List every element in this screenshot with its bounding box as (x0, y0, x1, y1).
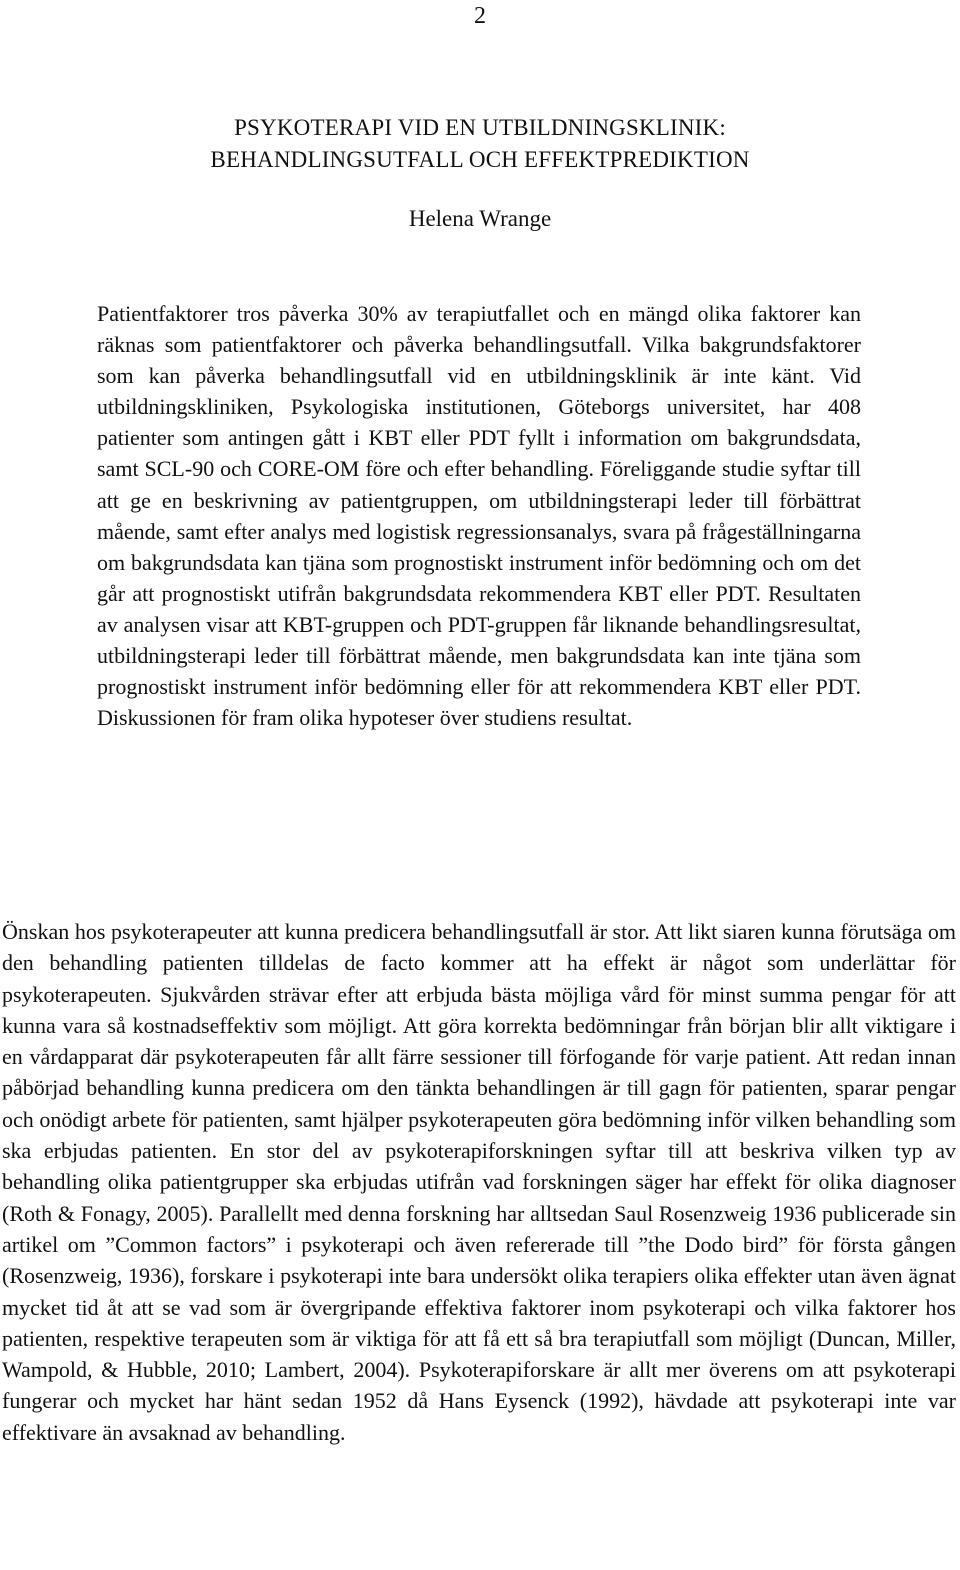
abstract-paragraph: Patientfaktorer tros påverka 30% av terapiutfallet och en mängd olika faktorer kan räknas som patientfaktorer och påverka behandlingsutfall. Vilka bakgrundsfaktorer som kan påverka behandlingsutfall vid en utbildningsklinik är inte känt. Vid utbildningskliniken, Psykologiska institutionen, Göteborgs universitet, har 408 patienter som antingen gått i KBT eller PDT fyllt i information om bakgrundsdata, samt SCL-90 och CORE-OM före och efter behandling. Föreliggande studie syftar till att ge en beskrivning av patientgruppen, om utbildningsterapi leder till förbättrat mående, samt efter analys med logistisk regressionsanalys, svara på frågeställningarna om bakgrundsdata kan tjäna som prognostiskt instrument inför bedömning och om det går att prognostiskt utifrån bakgrundsdata rekommendera KBT eller PDT. Resultaten av analysen visar att KBT-gruppen och PDT-gruppen får liknande behandlingsresultat, utbildningsterapi leder till förbättrat mående, men bakgrundsdata kan inte tjäna som prognostiskt instrument inför bedömning eller för att rekommendera KBT eller PDT. Diskussionen för fram olika hypoteser över studiens resultat. (97, 301, 861, 731)
author-name: Helena Wrange (408, 206, 552, 231)
document-title (0, 112, 960, 176)
body-paragraph: Önskan hos psykoterapeuter att kunna predicera behandlingsutfall är stor. Att likt siaren kunna förutsäga om den behandling patienten tilldelas de facto kommer att ha effekt är något som underlättar för psykoterapeuten. Sjukvården strävar efter att erbjuda bästa möjliga vård för minst summa pengar för att kunna vara så kostnadseffektiv som möjligt. Att göra korrekta bedömningar från början blir allt viktigare i en vårdapparat där psykoterapeuten får allt färre sessioner till förfogande för varje patient. Att redan innan påbörjad behandling kunna predicera om den tänkta behandlingen är till gagn för patienten, sparar pengar och onödigt arbete för patienten, samt hjälper psykoterapeuten göra bedömning inför vilken behandling som ska erbjudas patienten. En stor del av psykoterapiforskningen syftar till att beskriva vilken typ av behandling olika patientgrupper ska erbjudas utifrån vad forskningen säger har effekt för olika diagnoser (Roth & Fonagy, 2005). Parallellt med denna forskning har alltsedan Saul Rosenzweig 1936 publicerade sin artikel om ”Common factors” i psykoterapi och även refererade till ”the Dodo bird” för första gången (Rosenzweig, 1936), forskare i psykoterapi inte bara undersökt olika terapiers olika effekter utan även ägnat mycket tid åt att se vad som är övergripande effektiva faktorer inom psykoterapi och vilka faktorer hos patienten, respektive terapeuten som är viktiga för att få ett så bra terapiutfall som möjligt (Duncan, Miller, Wampold, & Hubble, 2010; Lambert, 2004). Psykoterapiforskare är allt mer överens om att psykoterapi fungerar och mycket har hänt sedan 1952 då Hans Eysenck (1992), hävdade att psykoterapi inte var effektivare än avsaknad av behandling. (2, 919, 956, 1445)
page-number: 2 (474, 3, 486, 29)
title-line-2: BEHANDLINGSUTFALL OCH EFFEKTPREDIKTION (210, 147, 750, 172)
title-line-1: PSYKOTERAPI VID EN UTBILDNINGSKLINIK: (234, 115, 726, 140)
